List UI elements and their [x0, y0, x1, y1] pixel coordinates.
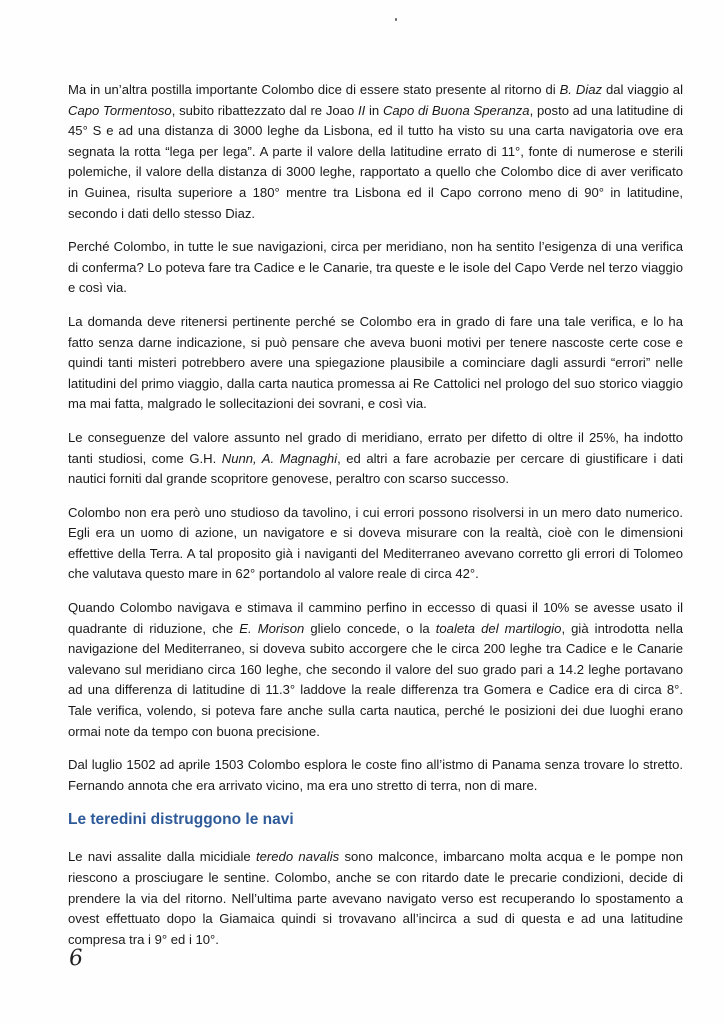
- page-number: 6: [68, 945, 84, 972]
- paragraph: Colombo non era però uno studioso da tavolino, i cui errori possono risolversi in un mero dato numerico. Egli era un uomo di azione, un navigatore e si doveva misurare con la realtà, cioè con le dimensioni effettive della Terra. A tal proposito già i naviganti del Mediterraneo avevano corretto gli errori di Tolomeo che valutava questo mare in 62° portandolo al valore reale di circa 42°.: [68, 504, 683, 582]
- paragraph: Perché Colombo, in tutte le sue navigazioni, circa per meridiano, non ha sentito l’esigenza di una verifica di conferma? Lo poteva fare tra Cadice e le Canarie, tra queste e le isole del Capo Verde nel terzo viaggio e così via.: [68, 239, 683, 296]
- italic-text: II: [357, 102, 366, 118]
- paragraph: Quando Colombo navigava e stimava il cammino perfino in eccesso di quasi il 10% se avesse usato il quadrante di riduzione, che E. Morison glielo concede, o la toaleta del martilogio, già introdotta nella navigazione del Mediterraneo, si doveva subito accorgere che le circa 200 leghe tra Cadice e le Canarie valevano sul meridiano circa 160 leghe, che secondo il valore del suo grado pari a 14.2 leghe portavano ad una differenza di latitudine di 11.3° laddove la reale differenza tra Gomera e Cadice era di circa 8°. Tale verifica, volendo, si poteva fare anche sulla carta nautica, perché le posizioni dei due luoghi erano ormai note da tempo con buona precisione.: [68, 600, 683, 739]
- paragraph: Le conseguenze del valore assunto nel grado di meridiano, errato per difetto di oltre il 25%, ha indotto tanti studiosi, come G.H. Nunn, A. Magnaghi, ed altri a fare acrobazie per cercare di giustificare i dati nautici forniti dal grande scopritore genovese, peraltro con scarso successo.: [68, 429, 683, 487]
- page-body: [68, 80, 683, 963]
- paragraph: Le navi assalite dalla micidiale teredo navalis sono malconce, imbarcano molta acqua e le pompe non riescono a prosciugare le sentine. Colombo, anche se con ritardo date le precarie condizioni, decide di prendere la via del ritorno. Nell’ultima parte avevano navigato verso est recuperando lo spostamento a ovest effettuato dopo la Giamaica quindi si trovavano all’incirca a sud di questa e ad una latitudine compresa tra i 9° ed i 10°.: [68, 849, 683, 947]
- italic-text: Capo Tormentoso: [68, 102, 172, 118]
- scan-speck: [395, 18, 397, 21]
- italic-text: E. Morison: [239, 620, 305, 636]
- italic-text: toaleta del martilogio: [435, 620, 562, 636]
- italic-text: Nunn, A. Magnaghi: [221, 450, 338, 466]
- italic-text: B. Diaz: [559, 82, 603, 97]
- paragraph: Dal luglio 1502 ad aprile 1503 Colombo esplora le coste fino all’istmo di Panama senza trovare lo stretto. Fernando annota che era arrivato vicino, ma era uno stretto di terra, non di mare.: [68, 757, 683, 793]
- italic-text: Capo di Buona Speranza: [382, 102, 530, 118]
- section-heading: Le teredini distruggono le navi: [68, 811, 294, 829]
- paragraph: Ma in un’altra postilla importante Colombo dice di essere stato presente al ritorno di B. Diaz dal viaggio al Capo Tormentoso, subito ribattezzato dal re Joao II in Capo di Buona Speranza, posto ad una latitudine di 45° S e ad una distanza di 3000 leghe da Lisbona, ed il tutto ha visto su una carta navigatoria ove era segnata la rotta “lega per lega”. A parte il valore della latitudine errato di 11°, fonte di numerose e sterili polemiche, il valore della distanza di 3000 leghe, rapportato a quello che Colombo dice di aver verificato in Guinea, risulta superiore a 180° mentre tra Lisbona ed il Capo corrono meno di 90° in latitudine, secondo i dati dello stesso Diaz.: [68, 82, 684, 221]
- paragraph: La domanda deve ritenersi pertinente perché se Colombo era in grado di fare una tale verifica, e lo ha fatto senza darne indicazione, si può pensare che aveva buoni motivi per tenere nascoste certe cose e quindi tanti misteri potrebbero avere una spiegazione plausibile a cominciare dagli assurdi “errori” nelle latitudini del primo viaggio, dalla carta nautica promessa ai Re Cattolici nel prologo del suo storico viaggio ma mai fatta, malgrado le sollecitazioni dei sovrani, e così via.: [68, 313, 683, 412]
- italic-text: teredo navalis: [256, 849, 340, 865]
